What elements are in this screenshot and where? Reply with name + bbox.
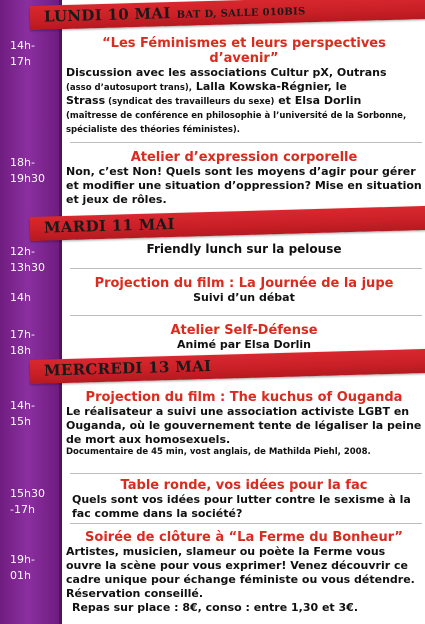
- event-title: Atelier d’expression corporelle: [130, 150, 358, 165]
- event-description: Non, c’est Non! Quels sont les moyens d’agir pour gérer et modifier une situation d’oppression? Mise en situation et jeux de rôles.: [66, 165, 422, 206]
- divider: [70, 142, 422, 143]
- day-banner-tuesday: [30, 206, 425, 241]
- divider: [70, 473, 422, 474]
- event-description: Quels sont vos idées pour lutter contre le sexisme à la fac comme dans la société?: [72, 493, 411, 520]
- time-slot: 14h- 17h: [10, 39, 35, 68]
- time-slot: 17h- 18h: [10, 328, 35, 357]
- day-banner-wednesday: [30, 349, 425, 384]
- divider: [70, 315, 422, 316]
- event-description: Animé par Elsa Dorlin: [177, 338, 311, 351]
- event-title: Projection du film : La Journée de la jupe: [94, 276, 394, 291]
- time-slot: 18h- 19h30: [10, 156, 45, 185]
- event-title: Table ronde, vos idées pour la fac: [120, 478, 368, 493]
- event-title: Atelier Self-Défense: [170, 323, 318, 338]
- event-journee-jupe: [66, 276, 422, 305]
- event-lunch: [66, 242, 422, 256]
- time-slot: 14h: [10, 291, 31, 304]
- event-table-ronde: [66, 478, 422, 521]
- time-slot: 19h- 01h: [10, 553, 35, 582]
- divider: [70, 523, 422, 524]
- event-prices: Repas sur place : 8€, conso : entre 1,30 et 3€.: [72, 601, 358, 614]
- event-soiree-cloture: [66, 530, 422, 615]
- event-description: Artistes, musicien, slameur ou poète la Ferme vous ouvre la scène pour vous exprimer! Venez découvrir ce cadre unique pour échange féministe ou vous détendre. Réservation conseillé.: [66, 545, 415, 600]
- day-label: MARDI 11 MAI: [43, 214, 176, 237]
- event-description: Suivi d’un débat: [193, 291, 295, 304]
- event-title: “Les Féminismes et leurs perspectives d’avenir”: [102, 36, 386, 66]
- day-banner-monday: [30, 0, 425, 30]
- event-feminismes: [66, 36, 422, 136]
- event-note: Documentaire de 45 min, vost anglais, de Mathilda Piehl, 2008.: [66, 447, 371, 457]
- time-slot: 14h- 15h: [10, 399, 35, 428]
- divider: [70, 268, 422, 269]
- event-kuchus-ouganda: [66, 390, 422, 458]
- event-description: Le réalisateur a suivi une association activiste LGBT en Ouganda, où le gouvernement tente de légaliser la peine de mort aux homosexuels.: [66, 405, 422, 446]
- event-atelier-corporelle: [66, 150, 422, 207]
- event-description: Discussion avec les associations Cultur pX, Outrans (asso d’autosuport trans), Lalla Kowska-Régnier, le Strass (syndicat des travailleurs du sexe) et Elsa Dorlin (maîtresse de conférence en philosophie à l’université de la Sorbonne, spécialiste des théories féministes).: [66, 66, 407, 135]
- day-label: LUNDI 10 MAI: [43, 4, 171, 26]
- event-title: Soirée de clôture à “La Ferme du Bonheur”: [85, 530, 403, 545]
- purple-time-sidebar: [0, 0, 62, 624]
- day-location: BAT D, SALLE 010BIS: [176, 6, 306, 21]
- time-slot: 15h30 -17h: [10, 487, 45, 516]
- event-description: Friendly lunch sur la pelouse: [146, 242, 342, 256]
- event-self-defense: [66, 323, 422, 352]
- event-title: Projection du film : The kuchus of Ouganda: [85, 390, 403, 405]
- day-label: MERCREDI 13 MAI: [43, 356, 212, 380]
- time-slot: 12h- 13h30: [10, 245, 45, 274]
